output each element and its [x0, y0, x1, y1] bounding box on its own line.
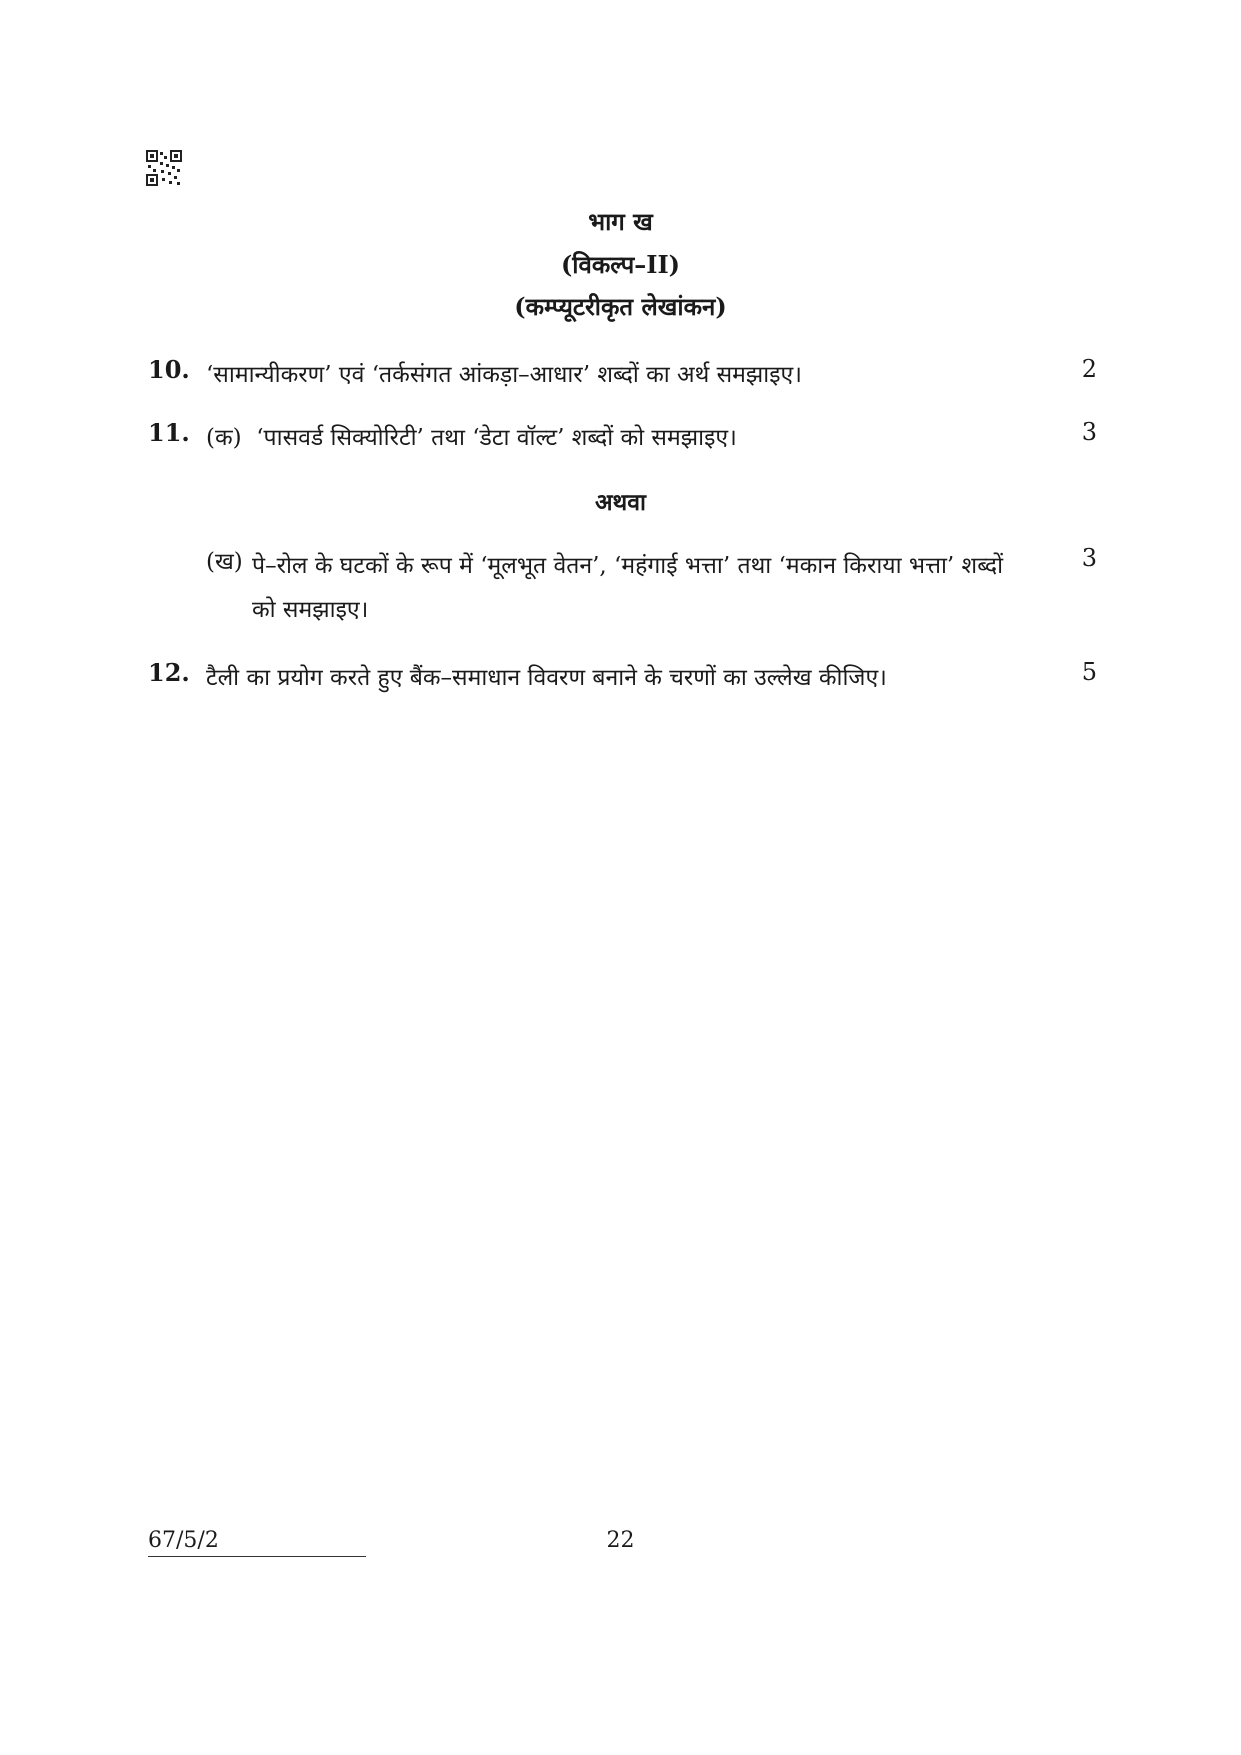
question-marks: 2 [1081, 355, 1097, 383]
paper-code: 67/5/2 [148, 1528, 219, 1553]
section-title: भाग ख [588, 207, 653, 236]
question-number: 10. [148, 355, 190, 384]
question-marks: 3 [1081, 418, 1097, 446]
question-text: टैली का प्रयोग करते हुए बैंक–समाधान विवरण बनाने के चरणों का उल्लेख कीजिए। [206, 665, 887, 691]
page-number: 22 [606, 1528, 635, 1553]
question-marks: 5 [1081, 658, 1097, 686]
question-text: पे–रोल के घटकों के रूप में ‘मूलभूत वेतन’, ‘महंगाई भत्ता’ तथा ‘मकान किराया भत्ता’ शब्दों को समझाइए। [252, 553, 1004, 623]
or-separator: अथवा [594, 489, 646, 516]
option-title: (विकल्प–II) [560, 250, 681, 279]
question-marks: 3 [1081, 544, 1097, 572]
question-number: 11. [148, 418, 190, 447]
footer-rule [148, 1556, 366, 1557]
subject-title: (कम्प्यूटरीकृत लेखांकन) [514, 292, 727, 321]
question-text: ‘सामान्यीकरण’ एवं ‘तर्कसंगत आंकड़ा–आधार’ शब्दों का अर्थ समझाइए। [206, 362, 802, 388]
sub-question-label: (ख) [206, 549, 243, 575]
question-text: ‘पासवर्ड सिक्योरिटी’ तथा ‘डेटा वॉल्ट’ शब्दों को समझाइए। [256, 425, 737, 451]
qr-code-icon [146, 150, 182, 186]
sub-question-label: (क) [206, 425, 242, 451]
question-number: 12. [148, 658, 190, 687]
